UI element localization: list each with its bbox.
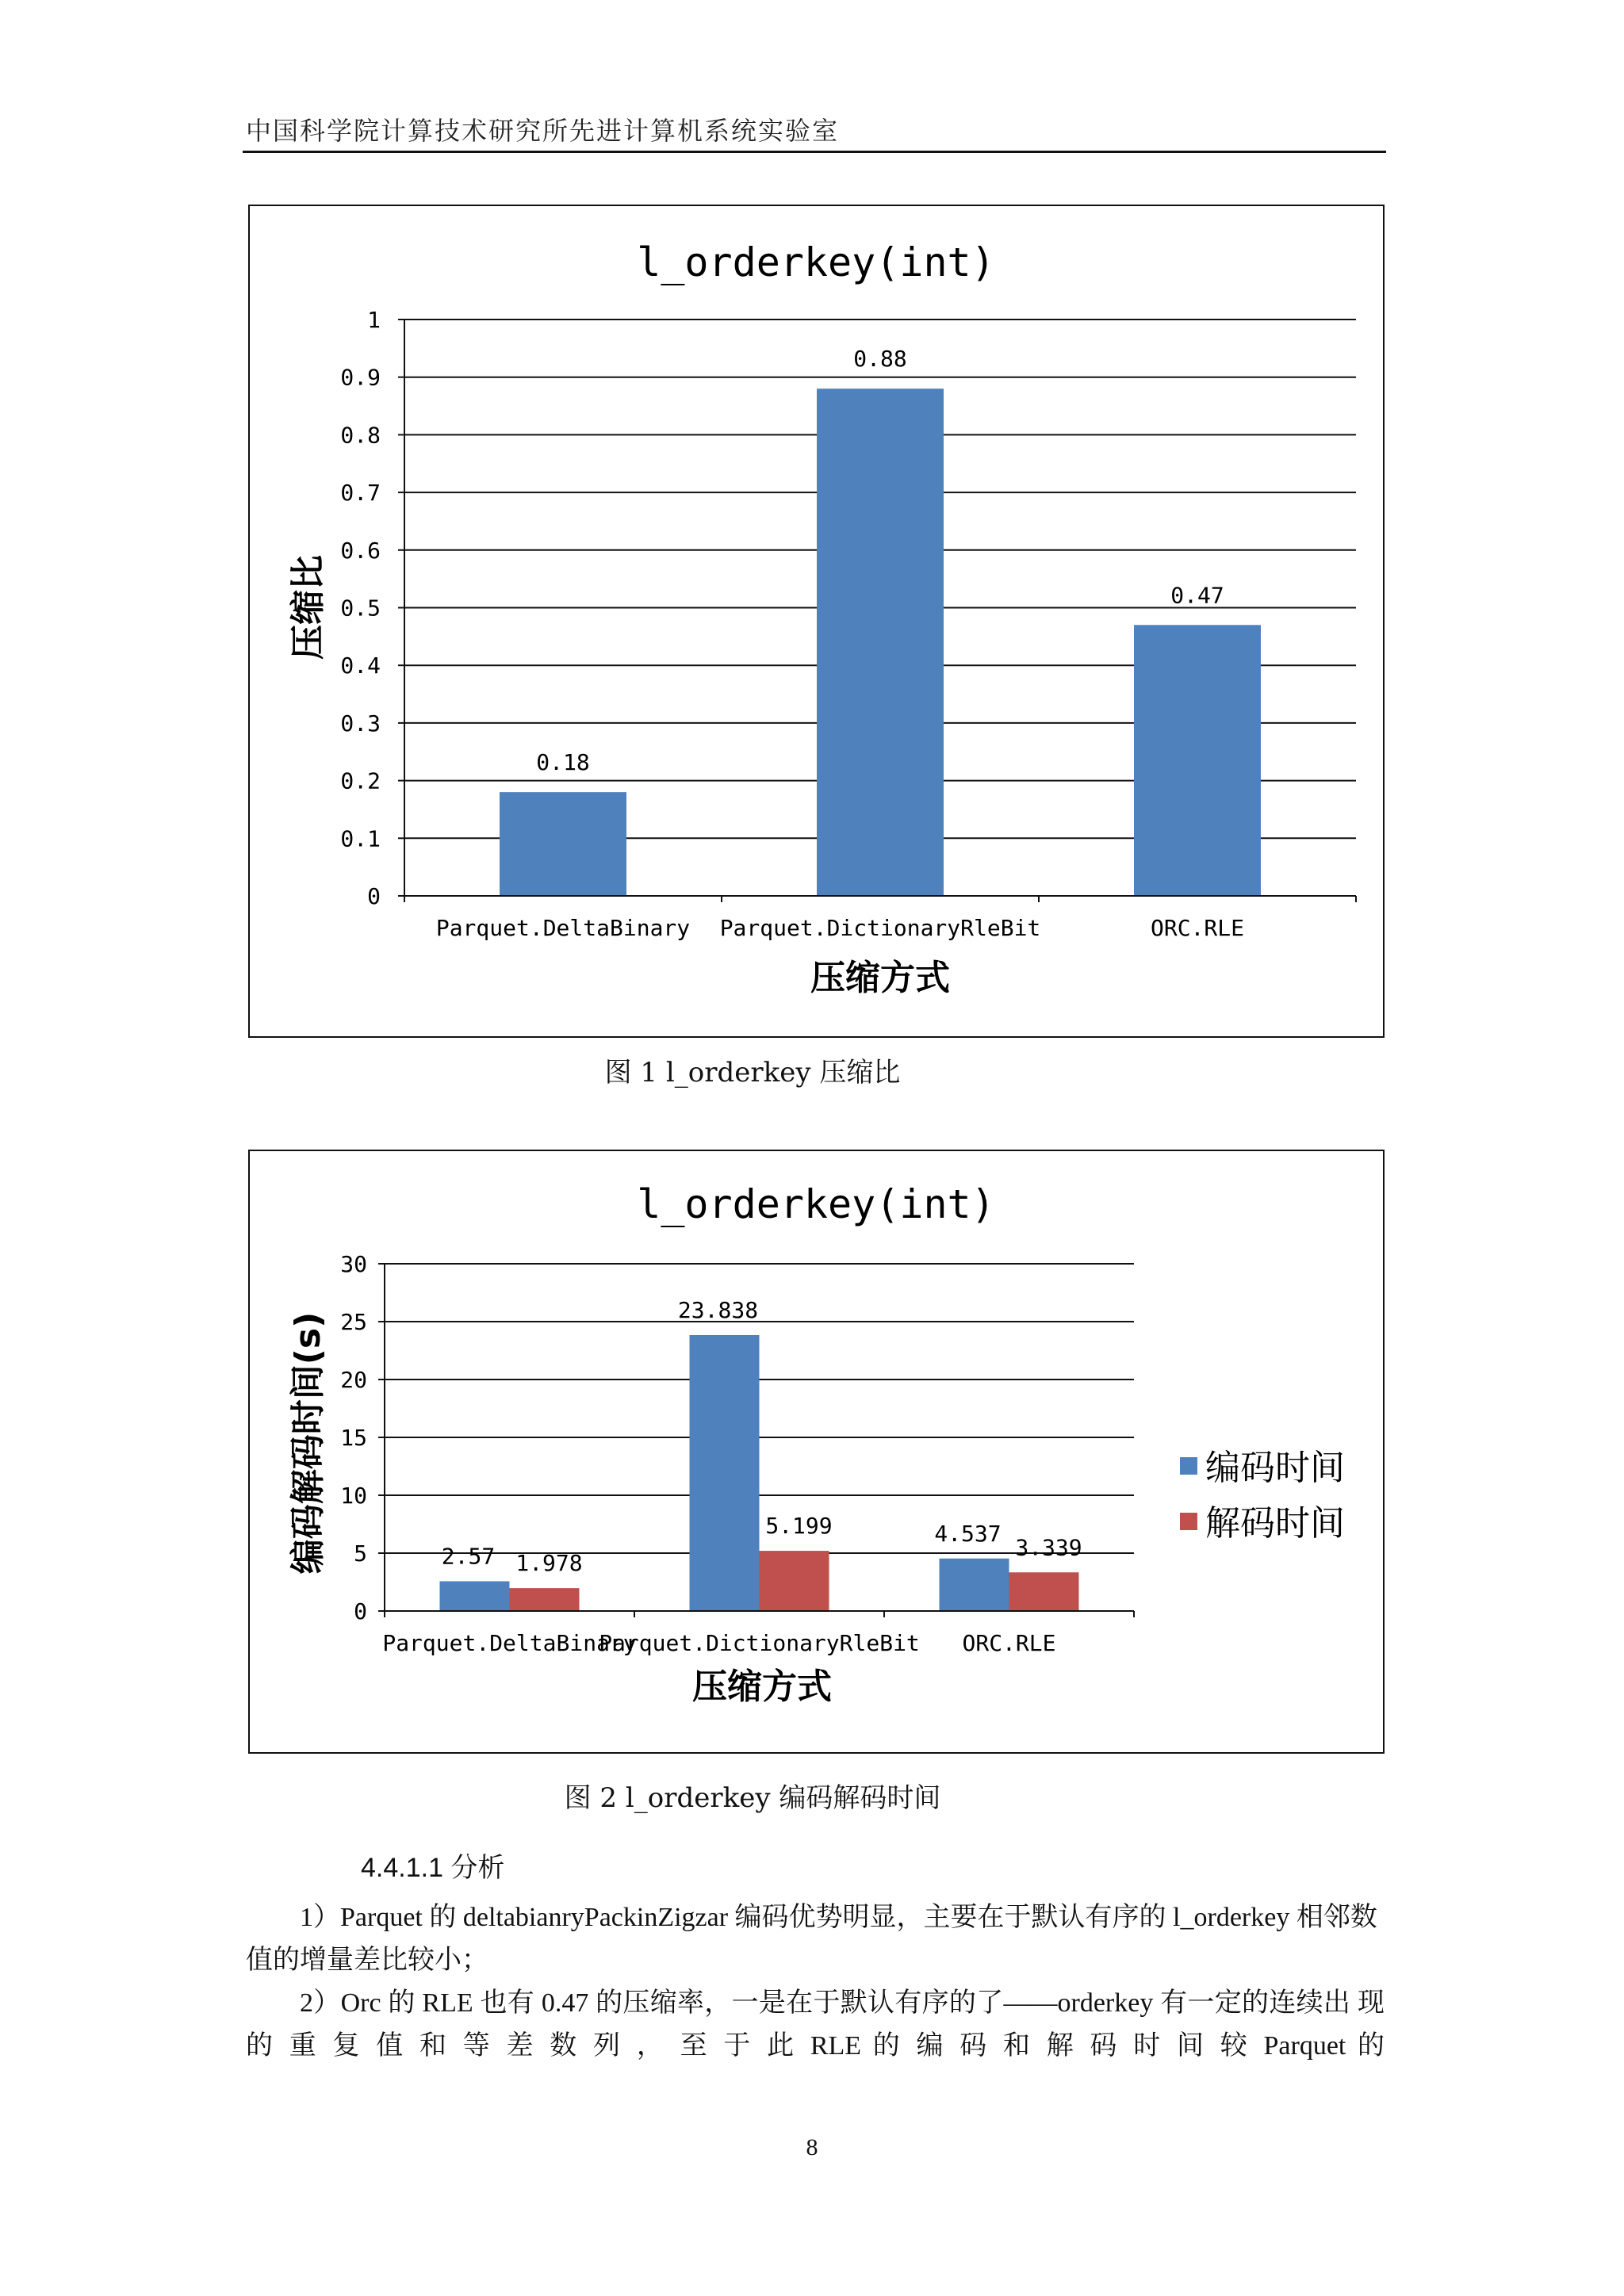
y-tick-label: 0.3 xyxy=(340,710,381,737)
x-tick-label: Parquet.DeltaBinary xyxy=(382,1630,637,1656)
bar xyxy=(760,1551,829,1611)
legend-swatch xyxy=(1180,1457,1197,1475)
figure2-caption: 图 2 l_orderkey 编码解码时间 xyxy=(564,1782,941,1814)
y-tick-label: 10 xyxy=(340,1483,367,1509)
bar-data-label: 23.838 xyxy=(677,1296,759,1323)
legend-label: 解码时间 xyxy=(1205,1503,1345,1544)
bar xyxy=(690,1335,760,1611)
x-axis-title: 压缩方式 xyxy=(692,1667,832,1707)
bar xyxy=(440,1581,510,1611)
bar-data-label: 1.978 xyxy=(515,1550,583,1577)
y-tick-label: 0.8 xyxy=(340,422,381,449)
y-axis-title: 压缩比 xyxy=(288,555,328,660)
figure1-caption: 图 1 l_orderkey 压缩比 xyxy=(604,1057,901,1089)
bar xyxy=(500,792,626,896)
legend-swatch xyxy=(1180,1513,1197,1530)
x-tick-label: Parquet.DictionaryRleBit xyxy=(599,1630,920,1656)
bar-data-label: 3.339 xyxy=(1015,1534,1082,1561)
encode-decode-time-chart xyxy=(250,1151,1383,1752)
running-header: 中国科学院计算技术研究所先进计算机系统实验室 xyxy=(246,116,840,146)
page-number: 8 xyxy=(806,2134,818,2160)
bar-data-label: 2.57 xyxy=(441,1543,496,1570)
compression-ratio-chart xyxy=(250,206,1383,1036)
y-tick-label: 0.1 xyxy=(340,825,381,852)
bar xyxy=(1134,625,1261,896)
bar xyxy=(510,1588,580,1611)
bar xyxy=(940,1559,1009,1611)
y-tick-label: 5 xyxy=(354,1540,367,1567)
y-tick-label: 0.4 xyxy=(340,652,381,679)
analysis-paragraph-2: 2）Orc 的 RLE 也有 0.47 的压缩率，一是在于默认有序的了——orderkey 有一定的连续出 现 的 重 复 值 和 等 差 数 列 ， 至 于 此 RLE 的 编 码 和 解 码 时 间 较 Parquet 的 xyxy=(246,1988,1385,2061)
y-tick-label: 30 xyxy=(340,1251,367,1277)
bar-data-label: 0.47 xyxy=(1170,582,1224,609)
bar-data-label: 4.537 xyxy=(934,1520,1002,1547)
analysis-paragraph-1: 1）Parquet 的 deltabianryPackinZigzar 编码优势明显，主要在于默认有序的 l_orderkey 相邻数值的增量差比较小； xyxy=(246,1903,1377,1975)
y-axis-title: 编码解码时间(s) xyxy=(288,1311,328,1575)
y-tick-label: 1 xyxy=(367,307,381,333)
y-tick-label: 0.7 xyxy=(340,480,381,507)
x-axis-title: 压缩方式 xyxy=(810,958,950,998)
y-tick-label: 15 xyxy=(340,1425,367,1451)
section-heading: 4.4.1.1 分析 xyxy=(361,1853,505,1883)
y-tick-label: 0.2 xyxy=(340,767,381,794)
y-tick-label: 0.5 xyxy=(340,595,381,622)
x-tick-label: Parquet.DeltaBinary xyxy=(435,915,691,941)
x-tick-label: Parquet.DictionaryRleBit xyxy=(719,915,1041,941)
y-tick-label: 25 xyxy=(340,1309,367,1335)
x-tick-label: ORC.RLE xyxy=(1150,915,1245,941)
figure2-chart-frame xyxy=(248,1150,1385,1754)
bar-data-label: 5.199 xyxy=(765,1513,833,1540)
y-tick-label: 20 xyxy=(340,1367,367,1393)
chart-title: l_orderkey(int) xyxy=(637,1181,995,1227)
figure1-chart-frame xyxy=(248,205,1385,1038)
y-tick-label: 0.6 xyxy=(340,537,381,564)
header-rule xyxy=(243,151,1386,153)
bar xyxy=(817,388,944,896)
bar-data-label: 0.88 xyxy=(853,346,907,373)
bar-data-label: 0.18 xyxy=(536,749,590,776)
y-tick-label: 0 xyxy=(354,1598,367,1624)
legend-label: 编码时间 xyxy=(1205,1448,1345,1488)
y-tick-label: 0.9 xyxy=(340,364,381,391)
x-tick-label: ORC.RLE xyxy=(962,1630,1056,1656)
y-tick-label: 0 xyxy=(367,883,381,909)
bar xyxy=(1009,1572,1079,1611)
chart-title: l_orderkey(int) xyxy=(637,239,995,285)
